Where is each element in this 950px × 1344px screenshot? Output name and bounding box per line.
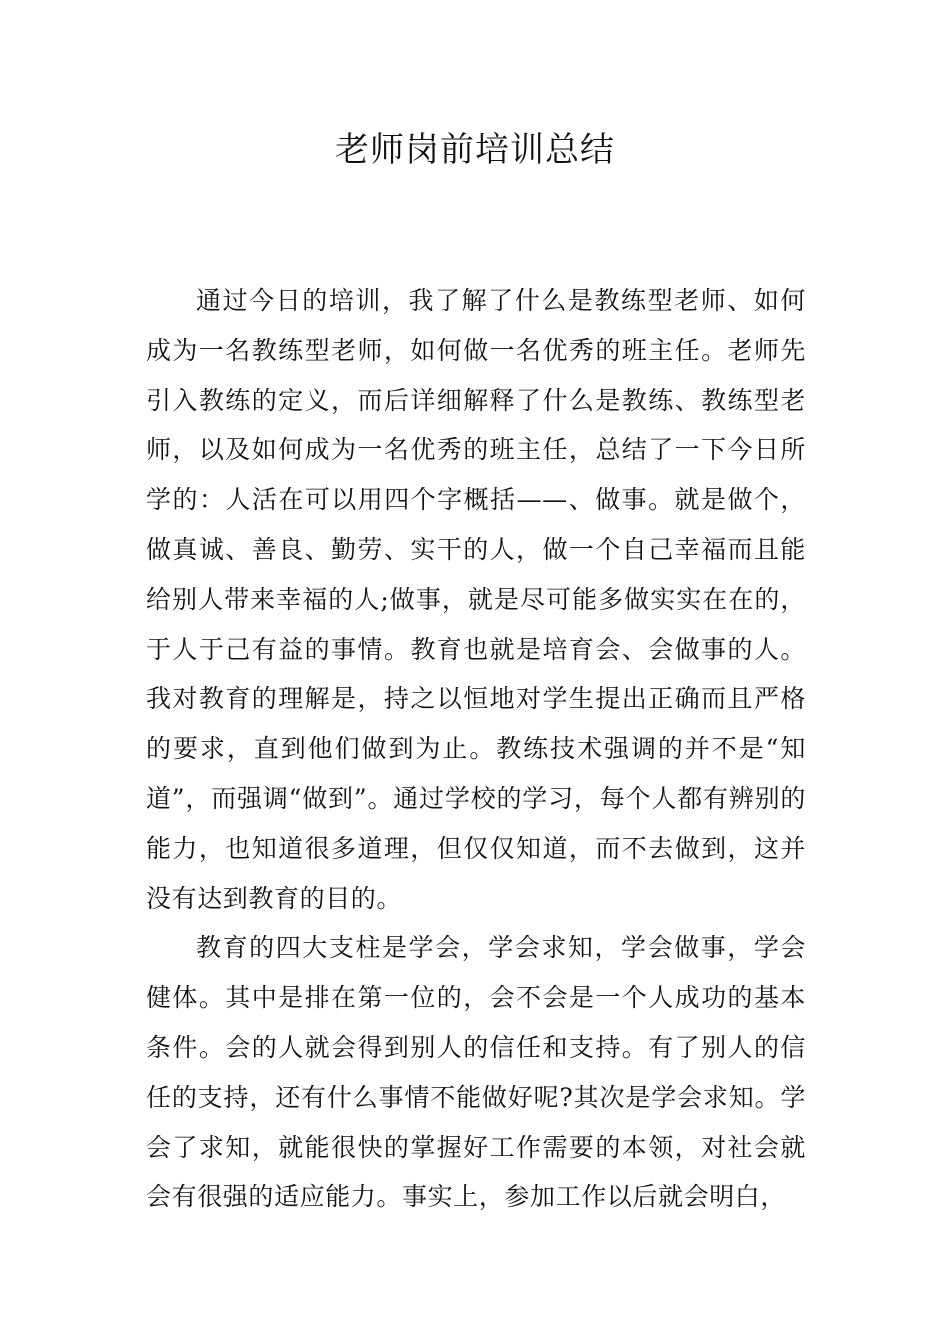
document-body — [146, 276, 806, 1222]
document-title: 老师岗前培训总结 — [335, 130, 615, 170]
paragraph-1: 通过今日的培训，我了解了什么是教练型老师、如何成为一名教练型老师，如何做一名优秀的班主任。老师先引入教练的定义，而后详细解释了什么是教练、教练型老师，以及如何成为一名优秀的班主任，总结了一下今日所学的：人活在可以用四个字概括——、做事。就是做个，做真诚、善良、勤劳、实干的人，做一个自己幸福而且能给别人带来幸福的人;做事，就是尽可能多做实实在在的，于人于己有益的事情。教育也就是培育会、会做事的人。我对教育的理解是，持之以恒地对学生提出正确而且严格的要求，直到他们做到为止。教练技术强调的并不是“知道”，而强调“做到”。通过学校的学习，每个人都有辨别的能力，也知道很多道理，但仅仅知道，而不去做到，这并没有达到教育的目的。 — [146, 286, 806, 913]
paragraph-2: 教育的四大支柱是学会，学会求知，学会做事，学会健体。其中是排在第一位的，会不会是一个人成功的基本条件。会的人就会得到别人的信任和支持。有了别人的信任的支持，还有什么事情不能做好呢?其次是学会求知。学会了求知，就能很快的掌握好工作需要的本领，对社会就会有很强的适应能力。事实上，参加工作以后就会明白， — [146, 933, 806, 1212]
